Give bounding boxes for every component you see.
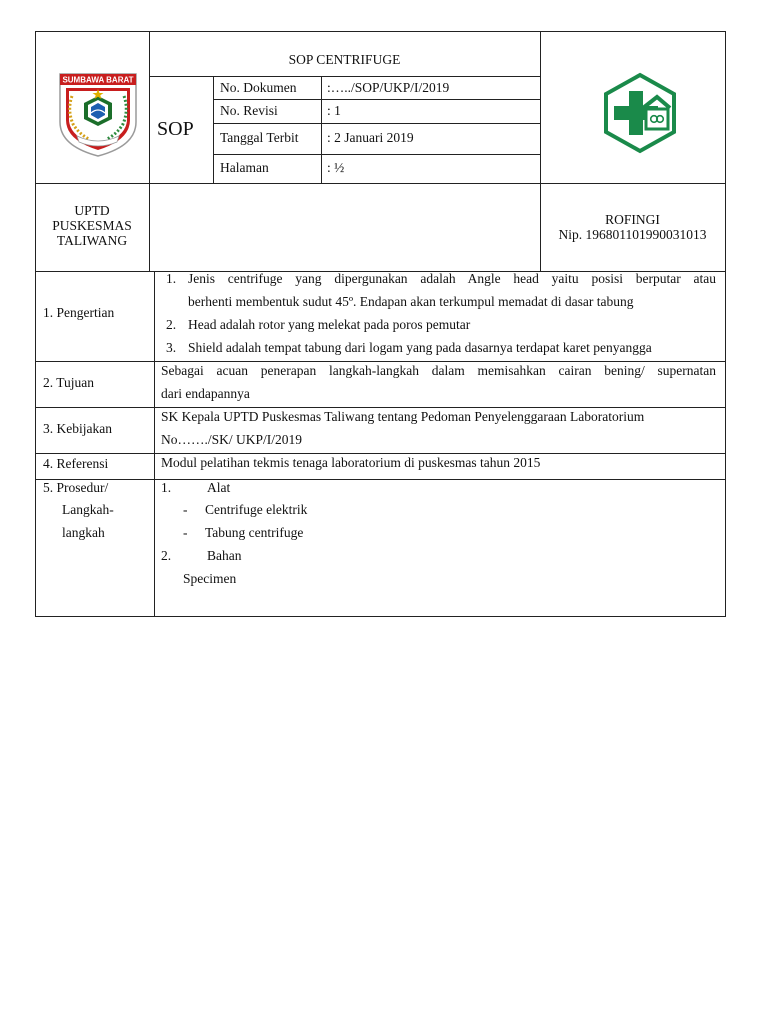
section-label-referensi: 4. Referensi — [43, 456, 109, 471]
meta-value-no-dokumen: :…../SOP/UKP/I/2019 — [327, 80, 450, 95]
prosedur-alat-title: Alat — [207, 480, 231, 495]
tujuan-line-1: Sebagai acuan penerapan langkah-langkah dalam memisahkan cairan bening/ supernatan — [161, 363, 716, 378]
prosedur-alat-item-2: Tabung centrifuge — [205, 525, 304, 540]
section-label-prosedur-1: 5. Prosedur/ — [43, 480, 109, 495]
org-line-1: UPTD — [74, 203, 110, 218]
prosedur-alat-dash-1: - — [183, 502, 188, 517]
sumbawa-barat-logo — [55, 70, 141, 158]
pengertian-item-3-num: 3. — [166, 340, 177, 355]
tujuan-line-2: dari endapannya — [161, 386, 250, 401]
row-line-kebijakan — [35, 407, 726, 408]
pengertian-item-2-num: 2. — [166, 317, 177, 332]
prosedur-alat-item-1: Centrifuge elektrik — [205, 502, 308, 517]
pengertian-item-1-line-2: berhenti membentuk sudut 45º. Endapan akan terkumpul memadat di dasar tabung — [188, 294, 634, 309]
logo-banner-text: SUMBAWA BARAT — [62, 75, 134, 85]
header-title-underline — [149, 76, 540, 77]
meta-label-no-dokumen: No. Dokumen — [220, 80, 297, 95]
prosedur-alat-dash-2: - — [183, 525, 188, 540]
pengertian-item-1-line-1: Jenis centrifuge yang dipergunakan adalah Angle head yaitu posisi berputar atau — [188, 271, 716, 286]
signer-name: ROFINGI — [605, 212, 660, 227]
kebijakan-line-1: SK Kepala UPTD Puskesmas Taliwang tentang Pedoman Penyelenggaraan Laboratorium — [161, 409, 645, 424]
meta-divider-sop — [213, 76, 214, 184]
row-line-prosedur — [35, 479, 726, 480]
kebijakan-line-2: No……./SK/ UKP/I/2019 — [161, 432, 303, 447]
section-label-tujuan: 2. Tujuan — [43, 375, 95, 390]
pengertian-item-2-line-1: Head adalah rotor yang melekat pada poros pemutar — [188, 317, 471, 332]
header-border-top — [35, 31, 726, 32]
document-title: SOP CENTRIFUGE — [288, 52, 401, 67]
section-label-pengertian: 1. Pengertian — [43, 305, 115, 320]
org-line-3: TALIWANG — [56, 233, 128, 248]
prosedur-bahan-num: 2. — [161, 548, 172, 563]
sop-label: SOP — [157, 118, 194, 140]
meta-row-line-3 — [213, 154, 540, 155]
meta-label-no-revisi: No. Revisi — [220, 103, 278, 118]
section-label-prosedur-3: langkah — [62, 525, 105, 540]
body-column-divider — [154, 271, 155, 617]
meta-divider-value — [321, 76, 322, 184]
row-line-referensi — [35, 453, 726, 454]
signer-nip: Nip. 196801101990031013 — [558, 227, 707, 242]
meta-label-tanggal-terbit: Tanggal Terbit — [220, 130, 299, 145]
section-label-kebijakan: 3. Kebijakan — [43, 421, 112, 436]
meta-row-line-1 — [213, 99, 540, 100]
prosedur-bahan-title: Bahan — [207, 548, 242, 563]
puskesmas-logo — [598, 71, 682, 155]
pengertian-item-3-line-1: Shield adalah tempat tabung dari logam yang pada dasarnya terdapat karet penyangga — [188, 340, 652, 355]
row-line-tujuan — [35, 361, 726, 362]
header-border-right — [725, 31, 726, 272]
section-label-prosedur-2: Langkah- — [62, 502, 114, 517]
pengertian-item-1-num: 1. — [166, 271, 177, 286]
org-line-2: PUSKESMAS — [52, 218, 132, 233]
header-middle-line — [35, 183, 726, 184]
prosedur-bahan-text: Specimen — [183, 571, 237, 586]
meta-value-tanggal-terbit: : 2 Januari 2019 — [327, 130, 414, 145]
meta-row-line-2 — [213, 123, 540, 124]
prosedur-alat-num: 1. — [161, 480, 172, 495]
meta-value-halaman: : ½ — [327, 160, 345, 175]
meta-value-no-revisi: : 1 — [327, 103, 341, 118]
body-border-left — [35, 271, 36, 617]
body-border-bottom — [35, 616, 726, 617]
body-border-right — [725, 271, 726, 617]
meta-label-halaman: Halaman — [220, 160, 269, 175]
referensi-text: Modul pelatihan tekmis tenaga laboratorium di puskesmas tahun 2015 — [161, 455, 541, 470]
